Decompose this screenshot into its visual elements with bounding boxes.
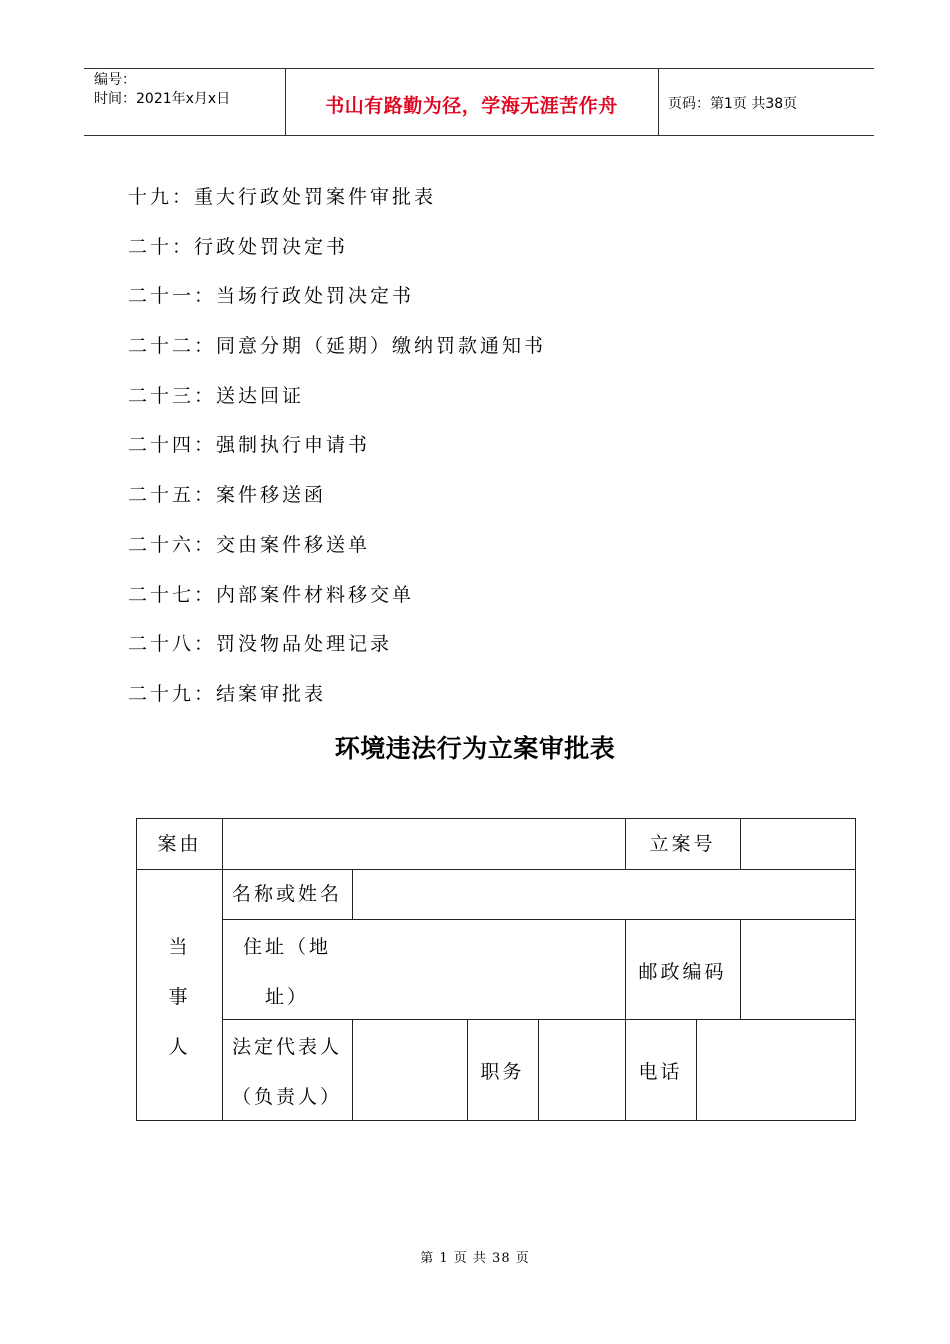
- document-date: 时间：2021年x月x日: [94, 91, 231, 107]
- legal-rep-label-line1: 法定代表人: [231, 1036, 342, 1058]
- list-item: 二十五：案件移送函: [128, 484, 327, 507]
- case-number-label: 立案号: [649, 833, 716, 855]
- case-reason-label: 案由: [157, 833, 202, 855]
- party-label-char: 当: [168, 936, 191, 958]
- document-list: [128, 183, 546, 730]
- list-item: 二十二：同意分期（延期）缴纳罚款通知书: [128, 335, 547, 358]
- form-title: 环境违法行为立案审批表: [334, 734, 616, 763]
- list-item: 二十六：交由案件移送单: [128, 533, 371, 556]
- name-label: 名称或姓名: [231, 883, 342, 905]
- header-meta: [94, 71, 230, 109]
- table-rule: [696, 1019, 697, 1120]
- party-label-char: 人: [168, 1036, 191, 1058]
- list-item: 二十七：内部案件材料移交单: [128, 583, 415, 606]
- header-slogan: 书山有路勤为径，学海无涯苦作舟: [325, 95, 618, 117]
- table-rule: [222, 919, 855, 920]
- address-label-line1: 住址（地: [242, 936, 331, 958]
- page-header: [84, 68, 874, 136]
- document-number-label: 编号：: [94, 72, 136, 88]
- table-rule: [538, 1019, 539, 1120]
- list-item: 二十一：当场行政处罚决定书: [128, 285, 415, 308]
- legal-rep-label-line2: （负责人）: [231, 1086, 342, 1108]
- address-label-line2: 址）: [264, 986, 309, 1008]
- list-item: 二十三：送达回证: [128, 384, 305, 407]
- table-rule: [352, 869, 353, 919]
- table-rule: [740, 819, 741, 869]
- case-approval-form: [136, 818, 856, 1121]
- position-label: 职务: [480, 1061, 525, 1083]
- header-divider: [658, 69, 659, 135]
- table-rule: [352, 1019, 353, 1120]
- list-item: 二十九：结案审批表: [128, 682, 327, 705]
- table-rule: [740, 919, 741, 1019]
- list-item: 十九：重大行政处罚案件审批表: [128, 186, 437, 208]
- party-label-char: 事: [168, 986, 191, 1008]
- phone-label: 电话: [638, 1061, 683, 1083]
- list-item: 二十：行政处罚决定书: [128, 235, 349, 258]
- header-page-info: 页码：第1页 共38页: [668, 96, 798, 112]
- list-item: 二十八：罚没物品处理记录: [128, 633, 393, 656]
- postal-code-label: 邮政编码: [638, 961, 727, 983]
- list-item: 二十四：强制执行申请书: [128, 434, 371, 457]
- page-footer: 第 1 页 共 38 页: [420, 1251, 530, 1266]
